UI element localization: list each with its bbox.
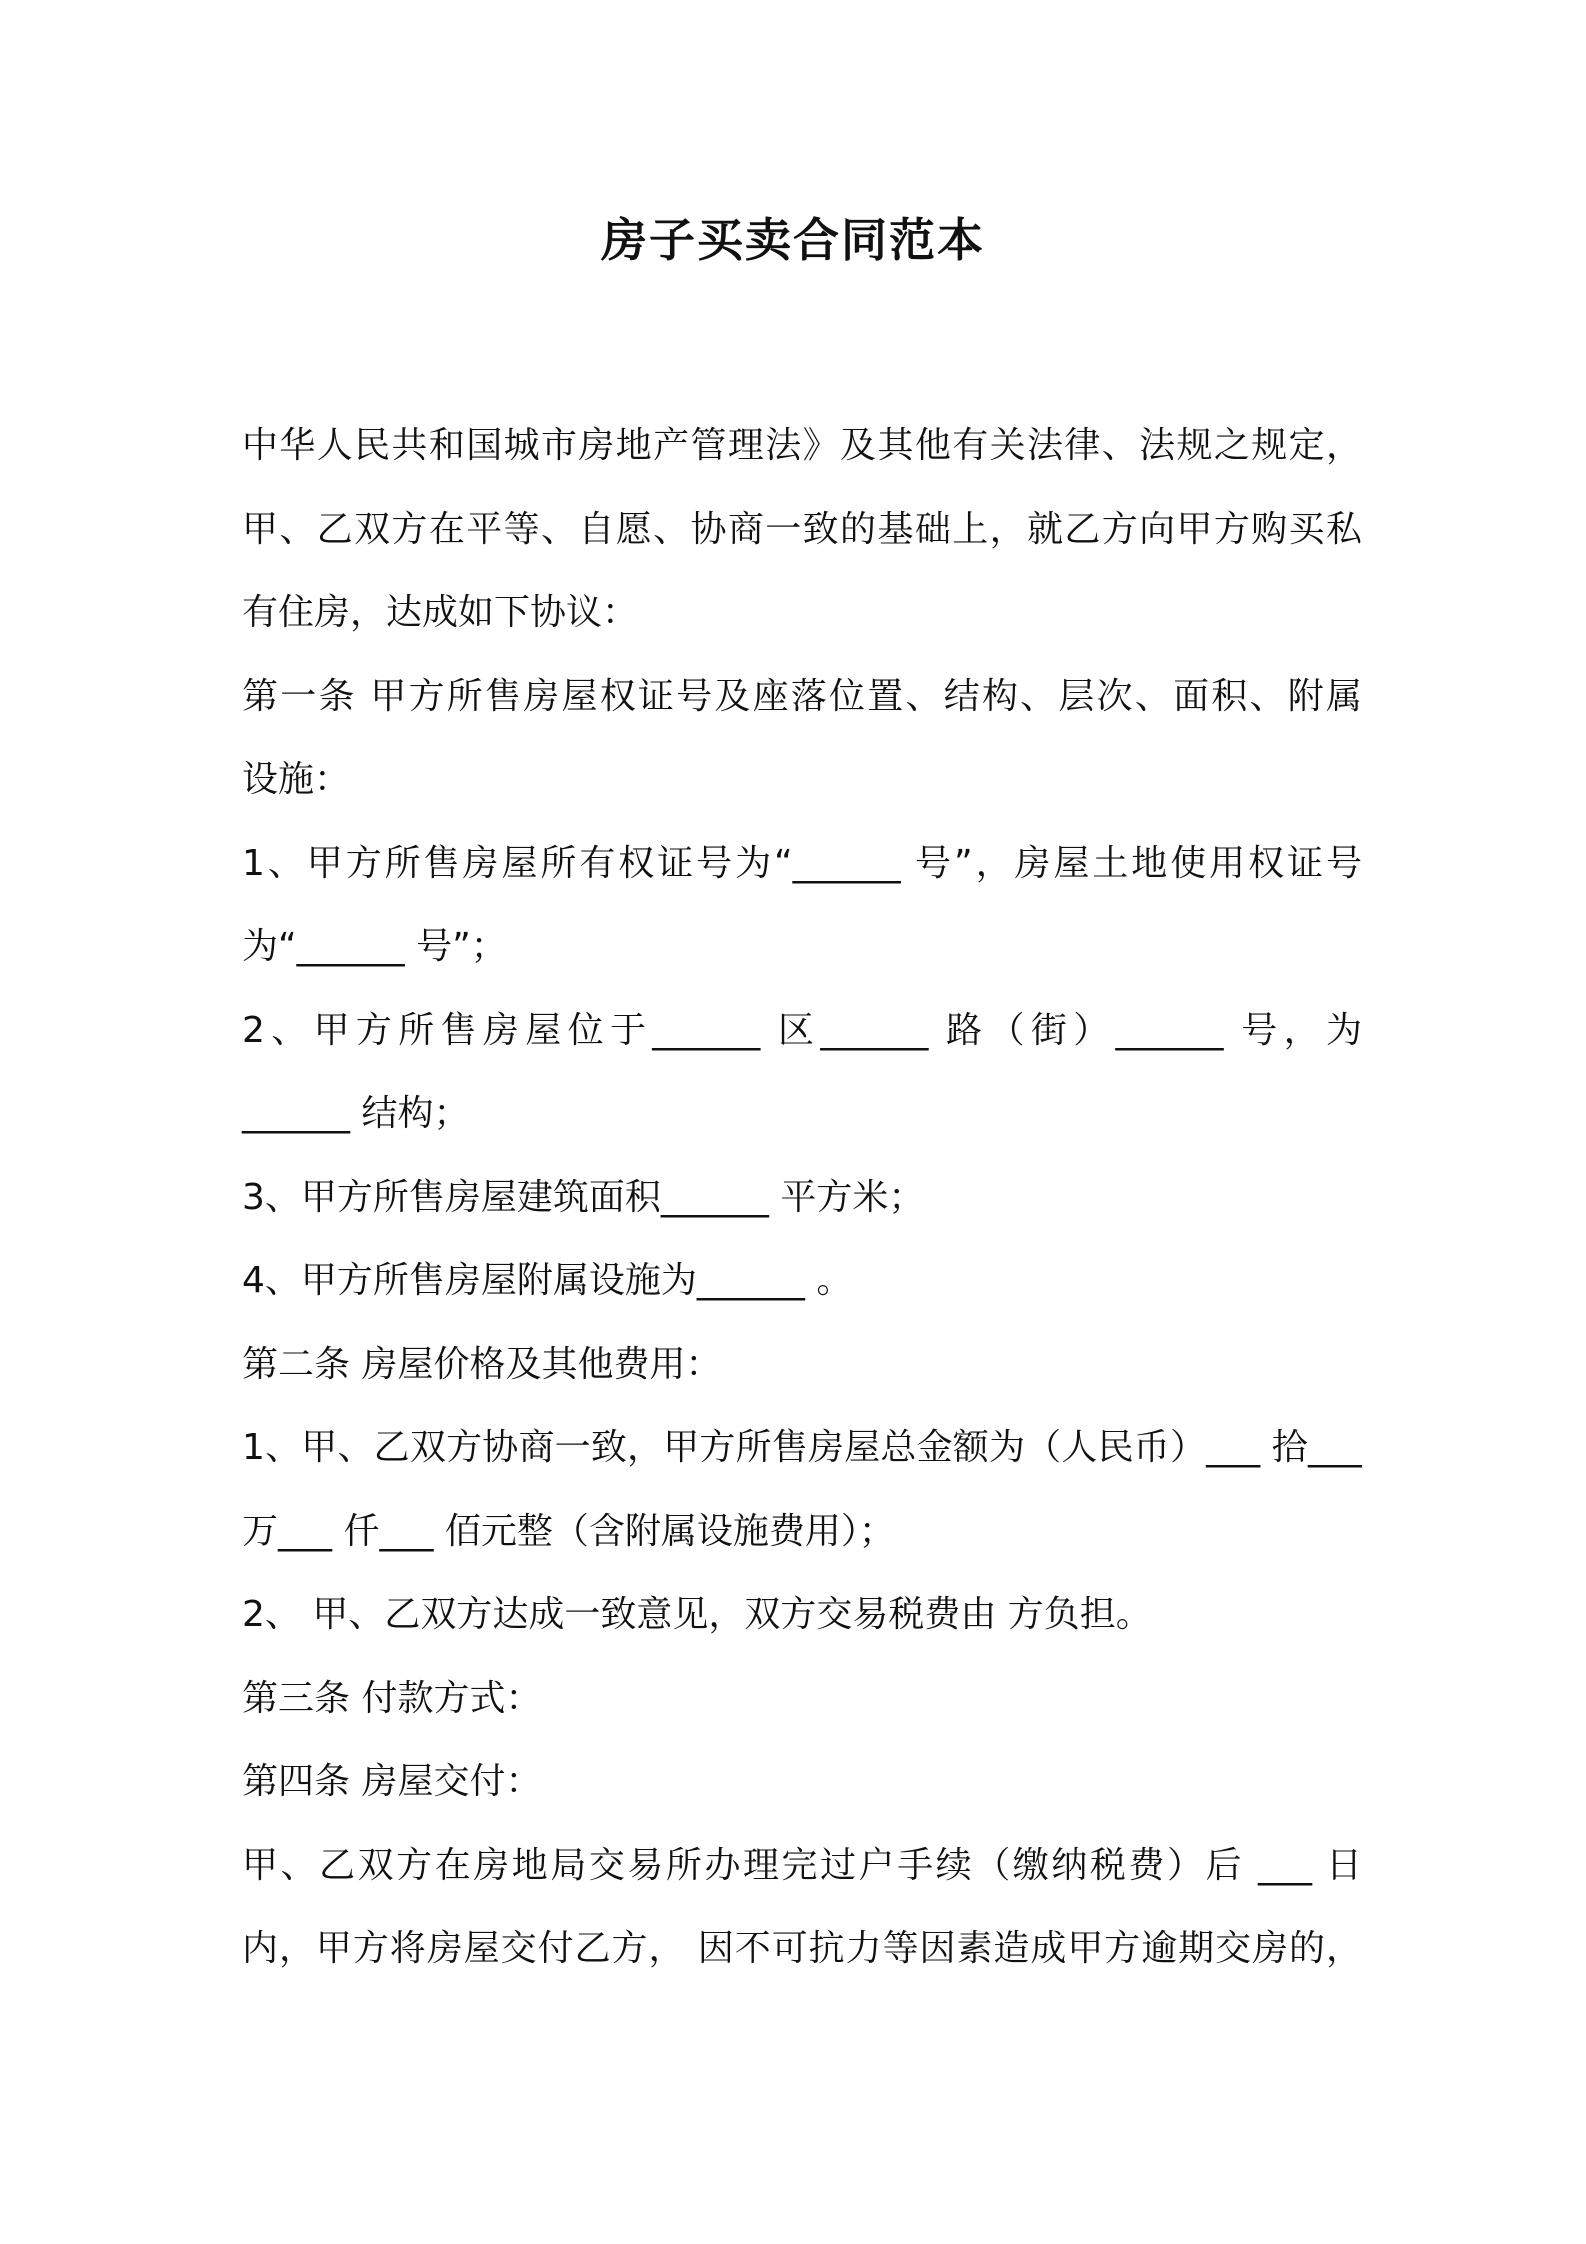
body-line: 内，甲方将房屋交付乙方， 因不可抗力等因素造成甲方逾期交房的， — [242, 1928, 1362, 1969]
document-body — [242, 404, 1362, 1991]
body-line: 甲、乙双方在平等、自愿、协商一致的基础上，就乙方向甲方购买私 — [242, 508, 1362, 550]
body-line: 万___ 仟___ 佰元整（含附属设施费用）； — [242, 1510, 895, 1552]
clause-item: 3、甲方所售房屋建筑面积______ 平方米； — [242, 1176, 925, 1218]
body-line: ______ 结构； — [242, 1093, 470, 1134]
body-line: 设施： — [242, 759, 351, 800]
article-heading: 第二条 房屋价格及其他费用： — [242, 1343, 722, 1385]
clause-item: 1、甲方所售房屋所有权证号为“______ 号”，房屋土地使用权证号 — [242, 842, 1362, 884]
clause-item: 2、甲方所售房屋位于______ 区______ 路（街）______ 号，为 — [242, 1009, 1362, 1051]
body-line: 为“______ 号”； — [242, 926, 507, 967]
body-line: 有住房，达成如下协议： — [242, 592, 639, 633]
clause-item: 2、 甲、乙双方达成一致意见，双方交易税费由 方负担。 — [242, 1594, 1152, 1635]
document-title: 房子买卖合同范本 — [601, 213, 985, 267]
article-heading: 第一条 甲方所售房屋权证号及座落位置、结构、层次、面积、附属 — [242, 675, 1362, 717]
article-heading: 第三条 付款方式： — [242, 1677, 542, 1719]
clause-item: 4、甲方所售房屋附属设施为______ 。 — [242, 1260, 853, 1301]
body-line: 甲、乙双方在房地局交易所办理完过户手续（缴纳税费）后 ___ 日 — [242, 1844, 1362, 1886]
article-heading: 第四条 房屋交付： — [242, 1761, 542, 1802]
clause-item: 1、甲、乙双方协商一致，甲方所售房屋总金额为（人民币）___ 拾___ — [242, 1427, 1362, 1468]
body-line: 中华人民共和国城市房地产管理法》及其他有关法律、法规之规定， — [242, 425, 1362, 466]
